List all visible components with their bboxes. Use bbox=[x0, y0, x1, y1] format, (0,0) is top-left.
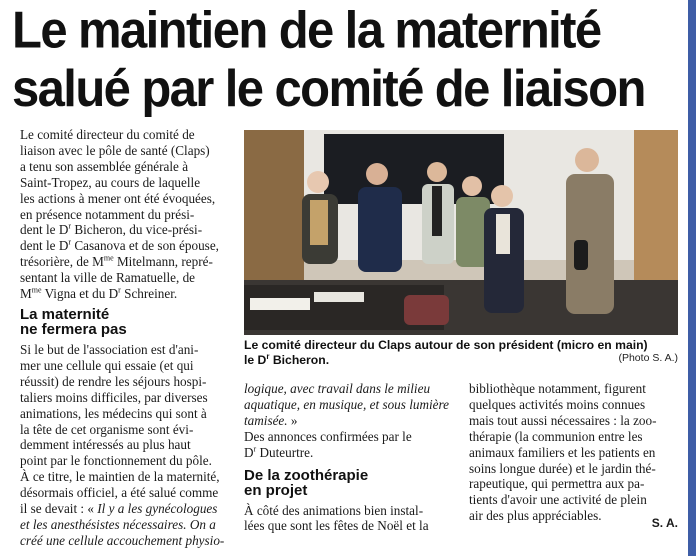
text-line: quelques activités moins connues bbox=[469, 396, 646, 412]
text-line: en présence notamment du prési- bbox=[20, 206, 195, 222]
text-line: réussit) de rendre les séjours hospi- bbox=[20, 373, 207, 389]
body-paragraph bbox=[20, 342, 230, 549]
right-column bbox=[469, 381, 678, 524]
text-line: point par le fonctionnement du pôle. bbox=[20, 453, 212, 469]
subheading-line: La maternité bbox=[20, 305, 110, 323]
text-line: sentant la ville de Ramatuelle, de bbox=[20, 270, 196, 286]
text-line: tients d'avoir une activité de plein bbox=[469, 492, 647, 508]
superscript: r bbox=[253, 444, 257, 454]
subheading-line: De la zoothérapie bbox=[244, 466, 369, 484]
text-line: désormais officiel, a été salué comme bbox=[20, 485, 219, 501]
text-line: mer une cellule qui essaie (et qui bbox=[20, 357, 194, 373]
subheading-zootherapie bbox=[244, 468, 455, 499]
headline-line-2: salué par le comité de liaison bbox=[12, 60, 645, 118]
text-line: animaux familiers et les patients en bbox=[469, 444, 656, 460]
quote-text: aquatique, en musique, et sous lumière bbox=[244, 396, 449, 412]
text-run: » bbox=[287, 412, 298, 428]
superscript: me bbox=[103, 253, 114, 263]
photo-caption bbox=[244, 338, 678, 368]
text-line: À ce titre, le maintien de la maternité, bbox=[20, 469, 220, 485]
text-run: dent le D bbox=[20, 222, 69, 238]
text-line bbox=[244, 381, 455, 397]
text-line: demment intéressés au plus haut bbox=[20, 437, 191, 453]
superscript: r bbox=[266, 351, 270, 361]
photo-group-image bbox=[244, 130, 678, 335]
intro-paragraph bbox=[20, 127, 230, 302]
article-photo bbox=[244, 130, 678, 335]
text-run: dent le D bbox=[20, 238, 69, 254]
text-line: Si le but de l'association est d'ani- bbox=[20, 341, 199, 357]
text-line: mais tout aussi nécessaires : la zoo- bbox=[469, 412, 657, 428]
text-line: Saint-Tropez, au cours de laquelle bbox=[20, 174, 201, 190]
quote-continuation bbox=[244, 381, 455, 461]
text-run: M bbox=[20, 286, 32, 302]
text-run: Vigna et du D bbox=[41, 286, 119, 302]
text-line: la tête de cet organisme sont évi- bbox=[20, 421, 194, 437]
quote-text: et les anesthésistes nécessaires. On a bbox=[20, 516, 216, 532]
caption-line: Le comité directeur du Claps autour de son président (micro en main) bbox=[244, 338, 648, 352]
superscript: me bbox=[31, 285, 42, 295]
text-run: le D bbox=[244, 353, 267, 367]
caption-line bbox=[244, 353, 678, 368]
text-line bbox=[20, 286, 230, 302]
subheading-line: ne fermera pas bbox=[20, 321, 127, 339]
headline-line-1: Le maintien de la maternité bbox=[12, 2, 601, 60]
left-column bbox=[20, 127, 230, 549]
subheading-line: en projet bbox=[244, 482, 308, 500]
text-line: bibliothèque notamment, figurent bbox=[469, 381, 646, 396]
text-line: liaison avec le pôle de santé (Claps) bbox=[20, 142, 210, 158]
text-line: À côté des animations bien instal- bbox=[244, 502, 424, 518]
text-line bbox=[20, 238, 230, 254]
author-signature: S. A. bbox=[651, 516, 678, 530]
text-line bbox=[20, 501, 230, 517]
text-line: a tenu son assemblée générale à bbox=[20, 158, 189, 174]
text-line: rapeutique, qui permettra aux pa- bbox=[469, 476, 645, 492]
text-line: taliers moins difficiles, par diverses bbox=[20, 389, 208, 405]
text-line: Le comité directeur du comité de bbox=[20, 127, 195, 142]
photo-credit: (Photo S. A.) bbox=[618, 352, 678, 364]
quote-text: tamisée. bbox=[244, 412, 288, 428]
text-line: thérapie (la communion entre les bbox=[469, 428, 643, 444]
text-line: soins longue durée) et le jardin thé- bbox=[469, 460, 656, 476]
text-line: les actions à mener ont été évoquées, bbox=[20, 190, 216, 206]
middle-column bbox=[244, 381, 455, 534]
text-run: Bicheron. bbox=[269, 353, 330, 367]
text-line bbox=[20, 222, 230, 238]
text-line: animations, les médecins qui sont à bbox=[20, 405, 207, 421]
text-run: D bbox=[244, 444, 254, 460]
superscript: r bbox=[118, 285, 121, 295]
text-run: Casanova et de son épouse, bbox=[71, 238, 219, 254]
superscript: r bbox=[68, 237, 72, 247]
page-edge-bar bbox=[688, 0, 696, 556]
text-run: Bicheron, du vice-prési- bbox=[71, 222, 203, 238]
quote-text: logique, avec travail dans le milieu bbox=[244, 381, 431, 396]
quote-text: créé une cellule accouchement physio- bbox=[20, 532, 225, 548]
text-line bbox=[244, 413, 455, 429]
text-line bbox=[20, 254, 230, 270]
text-line: air des plus appréciables. bbox=[469, 508, 602, 524]
text-run: Mitelmann, repré- bbox=[113, 254, 213, 270]
text-line bbox=[20, 533, 230, 549]
superscript: r bbox=[68, 222, 72, 232]
headline bbox=[12, 2, 680, 119]
text-line: lées que sont les fêtes de Noël et la bbox=[244, 518, 429, 534]
text-run: il se devait : « bbox=[20, 501, 98, 517]
quote-text: Il y a les gynécologues bbox=[97, 501, 218, 517]
text-line: Des annonces confirmées par le bbox=[244, 428, 412, 444]
text-run: trésorière, de M bbox=[20, 254, 104, 270]
text-line bbox=[20, 517, 230, 533]
text-line bbox=[244, 445, 455, 461]
text-line bbox=[244, 397, 455, 413]
zootherapie-paragraph bbox=[244, 503, 455, 535]
text-run: Schreiner. bbox=[120, 286, 178, 302]
text-run: Duteurtre. bbox=[256, 444, 314, 460]
subheading-maternite bbox=[20, 307, 230, 338]
